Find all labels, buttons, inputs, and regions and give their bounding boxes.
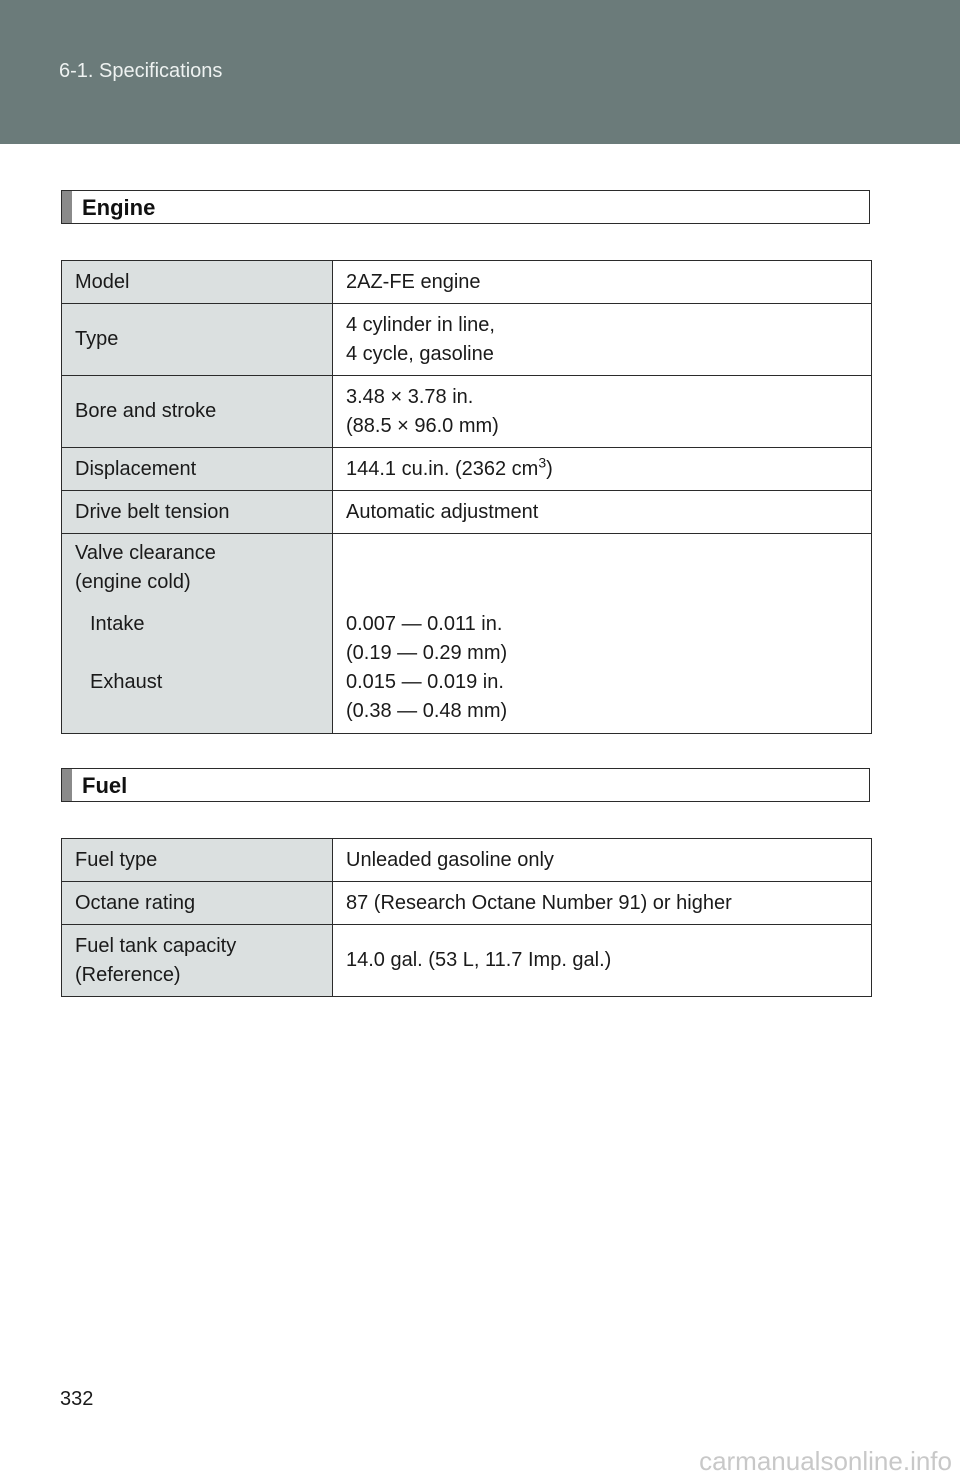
row-label-model: Model [62, 261, 333, 304]
table-row [62, 261, 872, 304]
label-line: Valve clearance [75, 542, 216, 564]
intake-value-mm: (0.19 — 0.29 mm) [346, 642, 508, 664]
row-label-drive-belt: Drive belt tension [62, 491, 333, 534]
fuel-section-heading [61, 768, 870, 802]
row-label-octane: Octane rating [62, 882, 333, 925]
row-label-fuel-type: Fuel type [62, 839, 333, 882]
table-row [62, 925, 872, 997]
label-line: Fuel tank capacity [75, 934, 237, 957]
label-line: (Reference) [75, 963, 181, 986]
row-value-drive-belt: Automatic adjustment [333, 491, 872, 534]
watermark: carmanualsonline.info [699, 1446, 952, 1476]
row-label-valve-clearance [62, 534, 333, 734]
engine-spec-table [61, 260, 872, 734]
engine-section-heading [61, 190, 870, 224]
value-line: 4 cylinder in line, [346, 313, 495, 336]
section-marker [62, 769, 72, 801]
value-line: (88.5 × 96.0 mm) [346, 414, 499, 437]
spacer [346, 539, 858, 597]
label-line: (engine cold) [75, 571, 191, 593]
row-value-tank-capacity: 14.0 gal. (53 L, 11.7 Imp. gal.) [333, 925, 872, 997]
engine-section-title: Engine [82, 195, 156, 220]
row-value-displacement [333, 448, 872, 491]
fuel-spec-table [61, 838, 872, 997]
row-label-displacement: Displacement [62, 448, 333, 491]
spacer [75, 597, 319, 610]
row-value-fuel-type: Unleaded gasoline only [333, 839, 872, 882]
table-row [62, 882, 872, 925]
superscript: 3 [538, 453, 547, 470]
exhaust-value: 0.015 — 0.019 in. [346, 671, 504, 693]
row-value-model: 2AZ-FE engine [333, 261, 872, 304]
displacement-suffix: ) [546, 457, 553, 480]
row-value-valve-clearance [333, 534, 872, 734]
exhaust-label: Exhaust [90, 671, 163, 693]
row-value-type [333, 304, 872, 376]
row-label-tank-capacity [62, 925, 333, 997]
section-marker [62, 191, 72, 223]
page-header [0, 0, 960, 144]
value-line: 3.48 × 3.78 in. [346, 385, 474, 408]
displacement-text: 144.1 cu.in. (2362 cm [346, 457, 539, 480]
intake-label: Intake [90, 613, 145, 635]
fuel-section-title: Fuel [82, 773, 128, 798]
table-row [62, 304, 872, 376]
table-row [62, 491, 872, 534]
intake-value: 0.007 — 0.011 in. [346, 613, 503, 635]
page-number: 332 [60, 1388, 94, 1410]
row-label-bore-stroke: Bore and stroke [62, 376, 333, 448]
value-line: 4 cycle, gasoline [346, 342, 494, 365]
breadcrumb: 6-1. Specifications [59, 60, 223, 82]
spacer [346, 597, 858, 610]
row-value-octane: 87 (Research Octane Number 91) or higher [333, 882, 872, 925]
table-row [62, 376, 872, 448]
table-row [62, 534, 872, 734]
spacer [75, 639, 319, 668]
table-row [62, 839, 872, 882]
row-label-type: Type [62, 304, 333, 376]
table-row [62, 448, 872, 491]
row-value-bore-stroke [333, 376, 872, 448]
exhaust-value-mm: (0.38 — 0.48 mm) [346, 700, 508, 722]
